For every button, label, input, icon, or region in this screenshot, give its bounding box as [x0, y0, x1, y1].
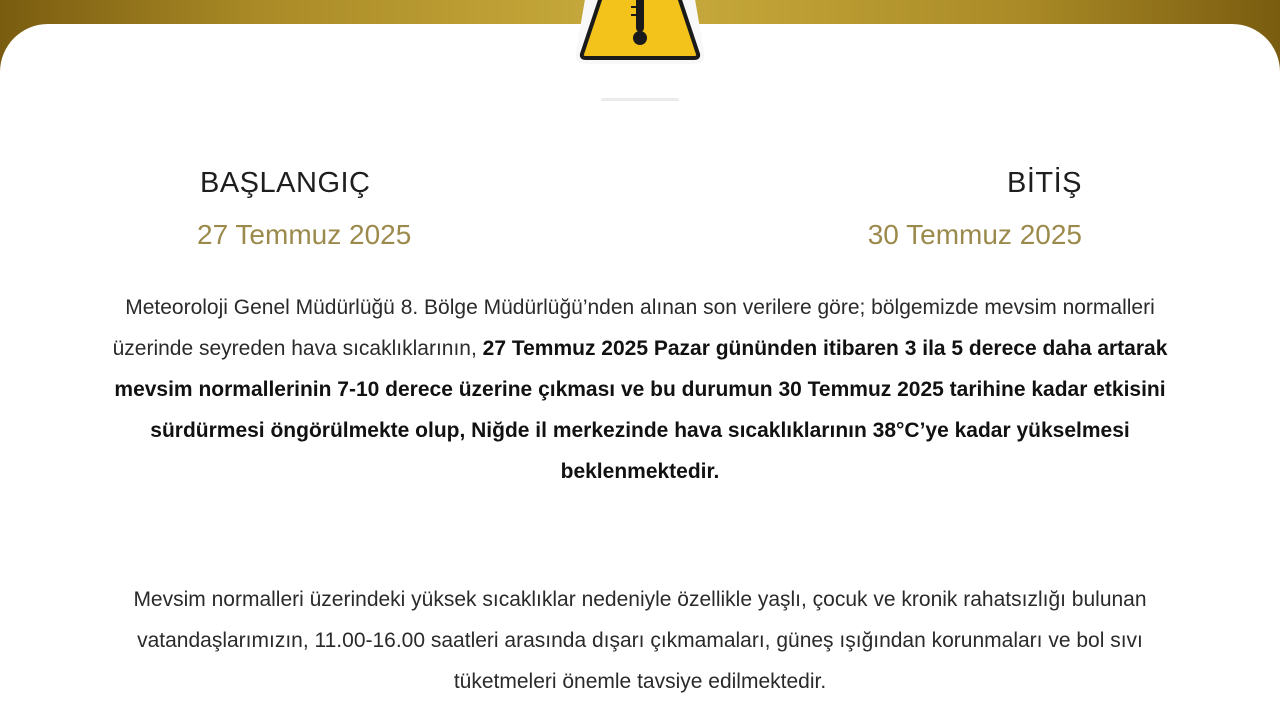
- end-date: 30 Temmuz 2025: [867, 219, 1082, 250]
- icon-underline: [601, 98, 679, 101]
- warning-highlight-text: 27 Temmuz 2025 Pazar gününden itibaren 3 ila 5 derece daha artarak mevsim normallerinin 7-10 derece üzerine çıkması ve bu durumun 30 Temmuz 2025 tarihine kadar etkisini sürdürmesi öngörülmekte olup, Niğde il merkezinde hava sıcaklıklarının 38°C’ye kadar yükselmesi beklenmektedir.: [114, 337, 1168, 483]
- warning-intro-text: Meteoroloji Genel Müdürlüğü 8. Bölge Müdürlüğü’nden alınan son verilere göre; bölgemizde mevsim normalleri üzerinde seyreden hava sıcaklıklarının,: [112, 296, 1155, 360]
- start-label: BAŞLANGIÇ: [200, 167, 371, 199]
- announcement-card: [0, 24, 1280, 720]
- warning-thermometer-icon: [572, 0, 708, 68]
- end-label: BİTİŞ: [1006, 167, 1082, 199]
- warning-paragraph: [100, 287, 1180, 492]
- start-date: 27 Temmuz 2025: [197, 219, 412, 250]
- advice-paragraph: Mevsim normalleri üzerindeki yüksek sıcaklıklar nedeniyle özellikle yaşlı, çocuk ve kronik rahatsızlığı bulunan vatandaşlarımızın, 11.00-16.00 saatleri arasında dışarı çıkmamaları, güneş ışığından korunmaları ve bol sıvı tüketmeleri önemle tavsiye edilmektedir.: [133, 588, 1147, 693]
